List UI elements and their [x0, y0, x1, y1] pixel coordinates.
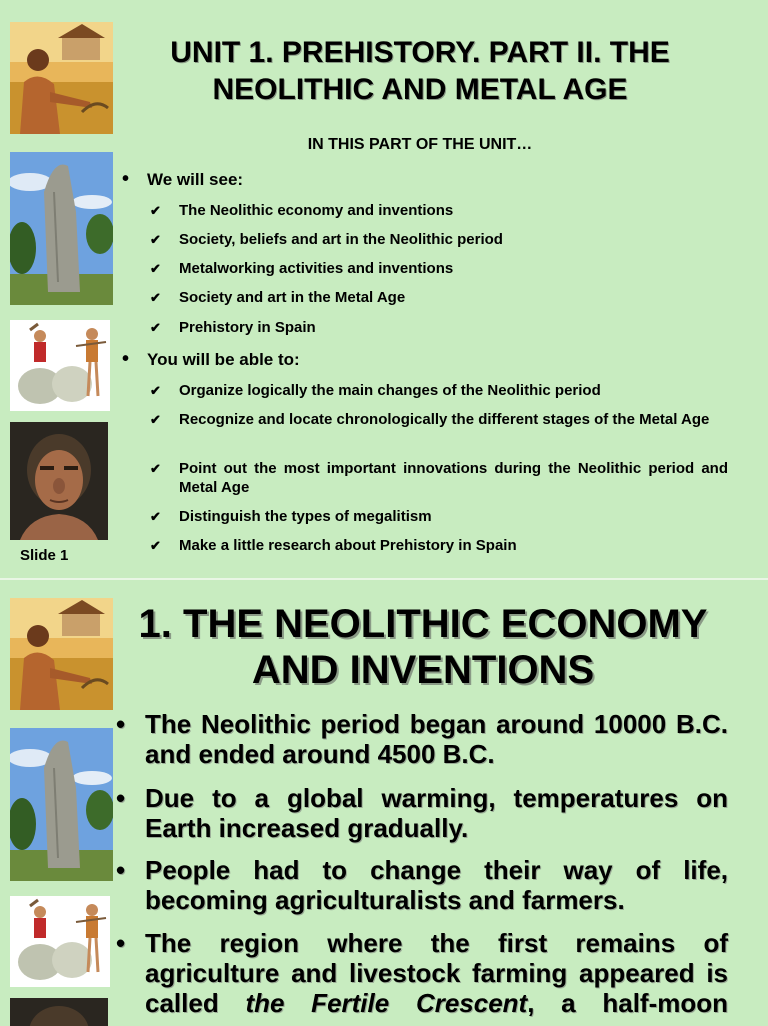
list-item: ✔ Society, beliefs and art in the Neolithic period: [150, 231, 503, 248]
section-we-will-see: [122, 170, 243, 190]
bullet-item: • Due to a global warming, temperatures on Earth increased gradually.: [116, 783, 728, 843]
check-icon: ✔: [150, 383, 161, 398]
list-item: ✔ Recognize and locate chronologically the different stages of the Metal Age: [150, 411, 710, 428]
check-icon: ✔: [150, 203, 161, 218]
list-item: ✔ Metalworking activities and inventions: [150, 260, 454, 277]
early-human-portrait-image: [10, 422, 108, 540]
menhir-image: [10, 152, 113, 305]
section-title: 1. THE NEOLITHIC ECONOMY AND INVENTIONS: [138, 602, 708, 692]
menhir-image: [10, 728, 113, 881]
list-item: ✔ Prehistory in Spain: [150, 319, 316, 336]
list-item: ✔ The Neolithic economy and inventions: [150, 202, 454, 219]
slide-number-label: Slide 1: [20, 547, 69, 564]
neolithic-farmer-image: [10, 22, 113, 134]
check-icon: ✔: [150, 290, 161, 305]
bullet-item: • The region where the first remains of agriculture and livestock farming appeared is called the Fertile Crescent, a half-moon: [116, 928, 729, 1018]
check-icon: ✔: [150, 509, 161, 524]
list-item: ✔ Distinguish the types of megalitism: [150, 508, 432, 525]
check-icon: ✔: [150, 538, 161, 553]
list-item: ✔ Point out the most important innovations during the Neolithic period and Metal Age: [150, 460, 728, 496]
check-icon: ✔: [150, 461, 161, 476]
section-label: You will be able to:: [147, 350, 300, 369]
bullet-item: • The Neolithic period began around 10000 B.C. and ended around 4500 B.C.: [116, 709, 728, 769]
bullet-icon: •: [116, 928, 126, 958]
list-item: ✔ Organize logically the main changes of the Neolithic period: [150, 382, 601, 399]
list-item: ✔ Society and art in the Metal Age: [150, 289, 406, 306]
check-icon: ✔: [150, 412, 161, 427]
check-icon: ✔: [150, 261, 161, 276]
list-item: ✔ Make a little research about Prehistory in Spain: [150, 537, 517, 554]
early-human-portrait-image: [10, 998, 108, 1026]
fertile-crescent-emphasis: the Fertile Crescent: [245, 988, 528, 1018]
section-you-will-be-able: [122, 350, 300, 370]
neolithic-farmer-image: [10, 598, 113, 710]
unit-title: UNIT 1. PREHISTORY. PART II. THE NEOLITHIC AND METAL AGE: [170, 36, 670, 106]
metalworkers-image: [10, 320, 110, 411]
bullet-icon: •: [116, 783, 126, 813]
subheading: IN THIS PART OF THE UNIT…: [307, 136, 533, 153]
bullet-icon: •: [116, 855, 126, 885]
section-label: We will see:: [147, 170, 244, 189]
check-icon: ✔: [150, 320, 161, 335]
bullet-item: • People had to change their way of life, becoming agriculturalists and farmers.: [116, 855, 728, 915]
metalworkers-image: [10, 896, 110, 987]
check-icon: ✔: [150, 232, 161, 247]
bullet-icon: •: [116, 709, 126, 739]
